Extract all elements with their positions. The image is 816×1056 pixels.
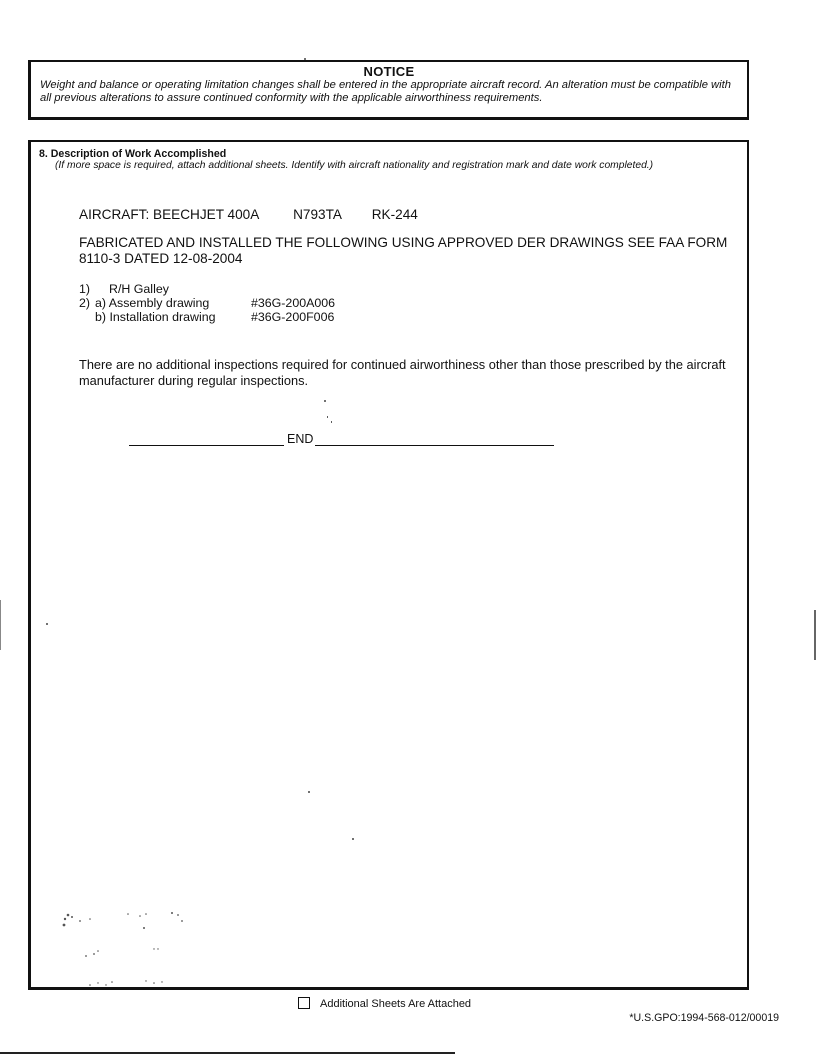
fabrication-statement: FABRICATED AND INSTALLED THE FOLLOWING USING APPROVED DER DRAWINGS SEE FAA FORM 8110-3 DATED 12-08-2004 [79, 235, 728, 266]
item-description: R/H Galley [109, 282, 169, 296]
gpo-footer: *U.S.GPO:1994-568-012/00019 [629, 1012, 779, 1024]
drawing-number: #36G-200A006 [251, 296, 336, 310]
end-label: END [287, 432, 314, 446]
end-rule-left [129, 445, 284, 446]
item-number: 2) [79, 296, 91, 310]
scan-speck [352, 838, 354, 840]
notice-title: NOTICE [363, 64, 415, 79]
scan-speck [331, 421, 332, 423]
inspections-statement: There are no additional inspections required for continued airworthiness other than those prescribed by the aircraft manufacturer during regular inspections. [79, 357, 726, 388]
aircraft-registration: N793TA [293, 207, 342, 222]
section-instructions: (If more space is required, attach additional sheets. Identify with aircraft nationality and registration mark and date work completed.) [55, 160, 654, 171]
drawing-number: #36G-200F006 [251, 310, 335, 324]
bottom-rule [0, 1052, 455, 1054]
end-of-entry-line [129, 430, 554, 446]
aircraft-serial: RK-244 [371, 207, 418, 222]
scan-speck [46, 623, 48, 625]
scan-edge-mark [0, 600, 1, 650]
additional-sheets-field [298, 997, 471, 1010]
additional-sheets-label: Additional Sheets Are Attached [320, 998, 472, 1010]
scan-speck [304, 58, 306, 60]
work-description-box [28, 140, 749, 1010]
scan-speck [327, 416, 328, 418]
aircraft-model: AIRCRAFT: BEECHJET 400A [79, 207, 260, 222]
drawing-label: b) Installation drawing [95, 310, 216, 324]
notice-box [28, 60, 749, 120]
item-number: 1) [79, 282, 91, 296]
scan-speck [308, 791, 310, 793]
additional-sheets-checkbox[interactable] [298, 997, 310, 1009]
scan-speck [324, 400, 326, 402]
section-heading: 8. Description of Work Accomplished [39, 148, 227, 160]
notice-text: Weight and balance or operating limitation changes shall be entered in the appropriate aircraft record. An alteration must be compatible with all previous alterations to assure continued conformity with the applicable airworthiness requirements. [40, 79, 731, 104]
scan-noise-artifact [50, 905, 200, 995]
aircraft-line [79, 207, 418, 222]
end-rule-right [315, 445, 554, 446]
drawing-label: a) Assembly drawing [95, 296, 210, 310]
